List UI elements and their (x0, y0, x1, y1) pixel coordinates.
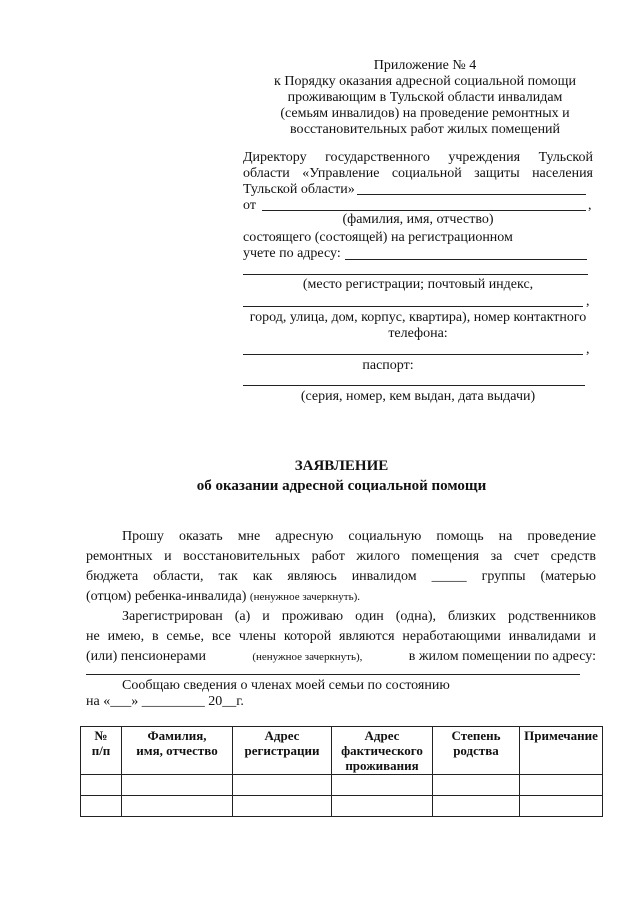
table-cell[interactable] (332, 796, 433, 817)
table-cell[interactable] (433, 796, 520, 817)
appendix-line: (семьям инвалидов) на проведение ремонтных и (280, 106, 570, 121)
column-header-name: Фамилия, имя, отчество (122, 727, 233, 775)
table-cell[interactable] (81, 796, 122, 817)
paragraph-1-line-2: ремонтных и восстановительных работ жилого помещения за счет средств (86, 549, 596, 564)
strike-note: (ненужное зачеркнуть). (249, 591, 361, 603)
column-header-registration: Адрес регистрации (233, 727, 332, 775)
city-hint: город, улица, дом, корпус, квартира), номер контактного (249, 310, 587, 325)
paragraph-1-line-1: Прошу оказать мне адресную социальную помощь на проведение (122, 529, 596, 544)
appendix-line: восстановительных работ жилых помещений (289, 122, 561, 137)
paragraph-2-line-3-text: (или) пенсионерами (86, 649, 206, 664)
comma: , (586, 342, 590, 357)
table-header-row (81, 727, 603, 775)
addressee-line-3: Тульской области» (243, 182, 355, 197)
passport-line (243, 385, 585, 386)
statement-subtitle: об оказании адресной социальной помощи (196, 478, 487, 494)
postal-address-line (243, 306, 583, 307)
paragraph-2-line-3-end: в жилом помещении по адресу: (408, 649, 596, 664)
statement-title: ЗАЯВЛЕНИЕ (294, 458, 389, 474)
table-cell[interactable] (520, 796, 603, 817)
phone-line (243, 354, 583, 355)
fio-hint: (фамилия, имя, отчество) (342, 212, 494, 227)
table-cell[interactable] (122, 796, 233, 817)
strike-note: (ненужное зачеркнуть), (252, 651, 363, 663)
passport-details-hint: (серия, номер, кем выдан, дата выдачи) (300, 389, 536, 404)
comma: , (586, 294, 590, 309)
table-cell[interactable] (433, 775, 520, 796)
table-row (81, 796, 603, 817)
table-cell[interactable] (233, 796, 332, 817)
from-label: от (243, 198, 256, 213)
paragraph-1-line-4-text: (отцом) ребенка-инвалида) (86, 589, 247, 604)
table-row (81, 775, 603, 796)
family-info-line-1: Сообщаю сведения о членах моей семьи по состоянию (122, 678, 450, 693)
table-cell[interactable] (332, 775, 433, 796)
addressee-line-2: области «Управление социальной защиты населения (243, 166, 593, 181)
appendix-line: к Порядку оказания адресной социальной помощи (274, 74, 576, 89)
paragraph-1-line-3: бюджета области, так как являюсь инвалидом _____ группы (матерью (86, 569, 596, 584)
family-members-table (80, 726, 603, 817)
registration-address-line (345, 259, 587, 260)
from-blank-line (262, 210, 586, 211)
registration-line-1: состоящего (состоящей) на регистрационном (243, 230, 513, 245)
paragraph-2-line-1: Зарегистрирован (а) и проживаю один (одна), близких родственников (122, 609, 596, 624)
table-cell[interactable] (122, 775, 233, 796)
appendix-line: проживающим в Тульской области инвалидам (287, 90, 563, 105)
addressee-line-1: Директору государственного учреждения Тульской (243, 150, 593, 165)
phone-hint: телефона: (388, 326, 448, 341)
appendix-title: Приложение № 4 (373, 58, 477, 73)
comma: , (588, 198, 592, 213)
column-header-actual-address: Адрес фактического проживания (332, 727, 433, 775)
registration-line-2: учете по адресу: (243, 246, 341, 261)
family-info-line-2: на «___» _________ 20__г. (86, 694, 244, 709)
table-cell[interactable] (520, 775, 603, 796)
table-cell[interactable] (81, 775, 122, 796)
paragraph-1-line-4 (86, 589, 360, 605)
residence-address-line (86, 674, 580, 675)
column-header-number: № п/п (81, 727, 122, 775)
appendix-block (240, 58, 610, 138)
passport-hint: паспорт: (362, 358, 414, 373)
registration-address-line-2 (243, 274, 588, 275)
column-header-relation: Степень родства (433, 727, 520, 775)
paragraph-2-line-2: не имею, в семье, все члены которой являются неработающими инвалидами и (86, 629, 596, 644)
paragraph-2-line-3 (86, 649, 596, 665)
table-cell[interactable] (233, 775, 332, 796)
place-hint: (место регистрации; почтовый индекс, (302, 277, 534, 292)
institution-blank-line (357, 194, 586, 195)
column-header-note: Примечание (520, 727, 603, 775)
